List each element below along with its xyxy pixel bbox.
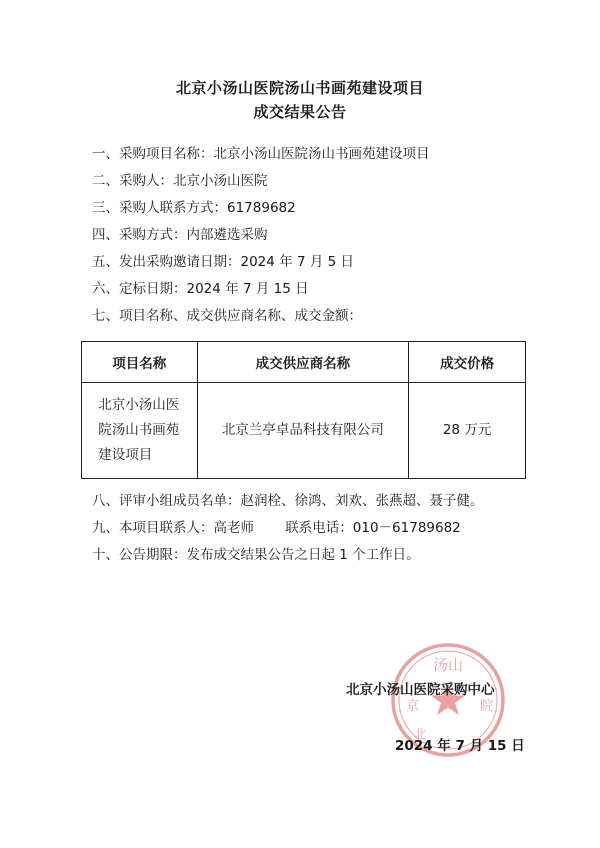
item-project-name: 一、采购项目名称：北京小汤山医院汤山书画苑建设项目 <box>92 146 430 162</box>
item-contact-person: 九、本项目联系人：高老师 联系电话：010－61789682 <box>92 520 461 536</box>
document-subtitle: 成交结果公告 <box>253 103 347 121</box>
item-invitation-date: 五、发出采购邀请日期：2024 年 7 月 5 日 <box>92 254 354 270</box>
header-supplier-name: 成交供应商名称 <box>197 342 409 383</box>
signature-organization: 北京小汤山医院采购中心 <box>346 682 495 698</box>
item-notice-period: 十、公告期限：发布成交结果公告之日起 1 个工作日。 <box>92 547 420 563</box>
item-purchaser-contact: 三、采购人联系方式：61789682 <box>92 200 296 216</box>
item-review-members: 八、评审小组成员名单：赵润栓、徐鸿、刘欢、张燕超、聂子健。 <box>92 493 484 509</box>
cell-supplier-name: 北京兰亭卓品科技有限公司 <box>197 383 409 479</box>
header-price: 成交价格 <box>409 342 526 383</box>
signature-date: 2024 年 7 月 15 日 <box>395 738 525 754</box>
cell-project-name <box>82 383 198 479</box>
result-table <box>81 341 526 479</box>
svg-text:院: 院 <box>480 699 494 714</box>
item-award-date: 六、定标日期：2024 年 7 月 15 日 <box>92 281 309 297</box>
table-header-row <box>82 342 526 383</box>
item-procurement-method: 四、采购方式：内部遴选采购 <box>92 227 268 243</box>
svg-text:汤山: 汤山 <box>432 656 464 674</box>
svg-text:北: 北 <box>414 727 427 741</box>
svg-text:京: 京 <box>406 699 420 714</box>
item-result-heading: 七、项目名称、成交供应商名称、成交金额： <box>92 308 362 324</box>
item-purchaser: 二、采购人：北京小汤山医院 <box>92 173 268 189</box>
table-row <box>82 383 526 479</box>
header-project-name: 项目名称 <box>82 342 198 383</box>
cell-price: 28 万元 <box>409 383 526 479</box>
document-title: 北京小汤山医院汤山书画苑建设项目 <box>175 79 424 97</box>
cell-project-name-text: 北京小汤山医院汤山书画苑建设项目 <box>98 397 180 463</box>
